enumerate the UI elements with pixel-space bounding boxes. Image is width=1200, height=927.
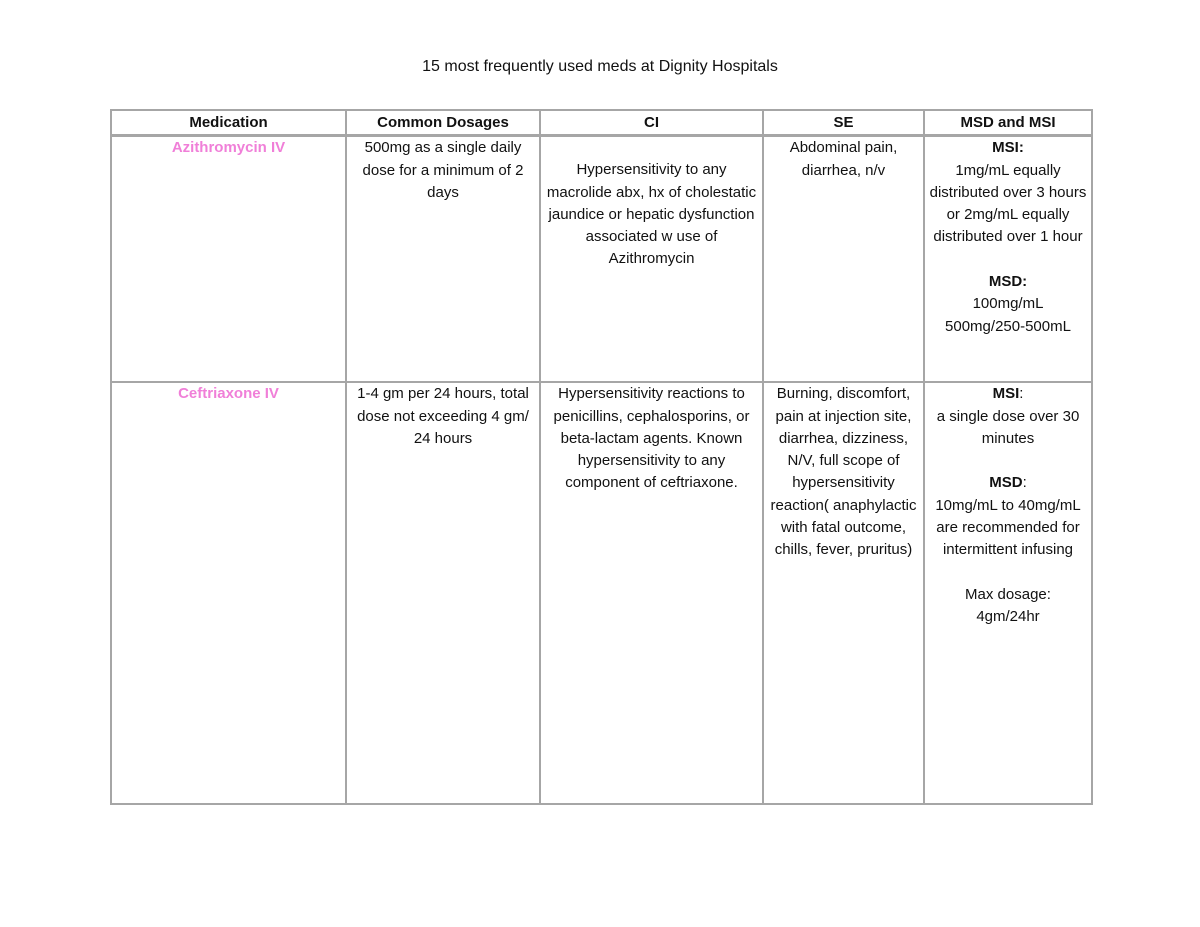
table-row: [111, 382, 1092, 804]
msd-msi-cell: [924, 136, 1092, 383]
page-title: 15 most frequently used meds at Dignity Hospitals: [422, 58, 778, 75]
column-header-medication: Medication: [111, 110, 346, 136]
msd-line-2: 500mg/250-500mL: [945, 317, 1071, 335]
msd-heading: [929, 472, 1087, 494]
msi-text: 1mg/mL equally distributed over 3 hours or 2mg/mL equally distributed over 1 hour: [929, 161, 1087, 246]
msi-colon: :: [1019, 385, 1024, 403]
max-dosage-label: Max dosage:: [965, 585, 1051, 603]
msi-text: a single dose over 30 minutes: [936, 407, 1080, 447]
msi-heading: [929, 383, 1087, 405]
msd-colon: :: [1022, 474, 1027, 492]
spacer: [929, 562, 1087, 584]
se-cell: Burning, discomfort, pain at injection site, diarrhea, dizziness, N/V, full scope of hypersensitivity reaction( anaphylactic with fatal outcome, chills, fever, pruritus): [763, 382, 924, 804]
table-header-row: [111, 110, 1092, 136]
msd-text: 10mg/mL to 40mg/mL are recommended for intermittent infusing: [935, 496, 1081, 559]
msd-line-1: 100mg/mL: [972, 295, 1044, 313]
table-row: [111, 136, 1092, 383]
column-header-se: SE: [763, 110, 924, 136]
dosage-cell: 500mg as a single daily dose for a minimum of 2 days: [346, 136, 540, 383]
dosage-cell: 1-4 gm per 24 hours, total dose not exceeding 4 gm/ 24 hours: [346, 382, 540, 804]
spacer: [929, 249, 1087, 271]
ci-cell: Hypersensitivity reactions to penicillins, cephalosporins, or beta-lactam agents. Known hypersensitivity to any component of ceftriaxone.: [540, 382, 763, 804]
ci-text: Hypersensitivity to any macrolide abx, hx of cholestatic jaundice or hepatic dysfunction associated w use of Azithromycin: [546, 161, 757, 268]
msd-label: MSD:: [988, 273, 1028, 291]
column-header-common-dosages: Common Dosages: [346, 110, 540, 136]
spacer: [929, 450, 1087, 472]
msd-label: MSD: [989, 474, 1023, 492]
msi-label: MSI:: [992, 139, 1024, 157]
medication-table: [110, 109, 1093, 805]
medication-name-cell: Ceftriaxone IV: [111, 382, 346, 804]
column-header-msd-msi: MSD and MSI: [924, 110, 1092, 136]
max-dosage-value: 4gm/24hr: [976, 608, 1040, 626]
msi-label: MSI: [992, 385, 1020, 403]
msd-msi-cell: [924, 382, 1092, 804]
medication-name-cell: Azithromycin IV: [111, 136, 346, 383]
ci-cell: [540, 136, 763, 383]
se-cell: Abdominal pain, diarrhea, n/v: [763, 136, 924, 383]
column-header-ci: CI: [540, 110, 763, 136]
